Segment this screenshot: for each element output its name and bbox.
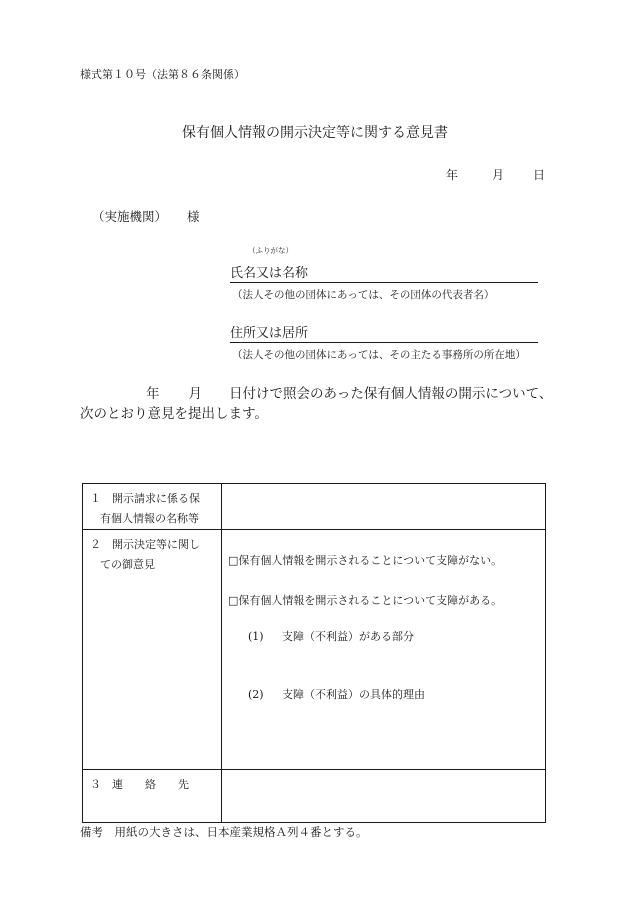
sub2-number: (2): [248, 688, 264, 701]
name-field-label: 氏名又は名称: [230, 266, 309, 281]
sub-item-specific-reason: [248, 686, 545, 702]
row2-label-line1: ２ 開示決定等に関し: [90, 538, 200, 551]
date-day-label: 日: [533, 168, 546, 182]
row2-label-line2: ての御意見: [100, 558, 155, 571]
checkbox-problem[interactable]: □保有個人情報を開示されることについて支障がある。: [228, 594, 503, 607]
body-line2: 次のとおり意見を提出します。: [80, 406, 268, 422]
document-title: 保有個人情報の開示決定等に関する意見書: [182, 125, 448, 141]
address-field-note: （法人その他の団体にあっては、その主たる事務所の所在地）: [232, 349, 526, 361]
name-field-note: （法人その他の団体にあっては、その団体の代表者名）: [232, 289, 495, 301]
body-text: [80, 384, 552, 424]
row1-label-line1: １ 開示請求に係る保: [90, 492, 200, 505]
opinion-table: [82, 483, 546, 823]
addressee: [92, 207, 200, 225]
sub1-text: 支障（不利益）がある部分: [282, 630, 414, 643]
row1-label: [83, 484, 222, 530]
table-row-opinion: [83, 530, 546, 770]
name-field[interactable]: [230, 262, 538, 283]
request-info-field[interactable]: [222, 484, 546, 530]
date-month-label: 月: [492, 168, 505, 182]
addressee-honorific: 様: [187, 209, 200, 224]
address-field-label: 住所又は居所: [230, 326, 309, 341]
row2-label: [83, 530, 222, 770]
sub-item-affected-part: [248, 628, 545, 644]
date-year-label: 年: [446, 168, 459, 182]
address-field[interactable]: [230, 322, 538, 343]
opinion-field[interactable]: [222, 530, 546, 770]
body-year: 年: [146, 386, 160, 402]
remark: 備考 用紙の大きさは、日本産業規格Ａ列４番とする。: [80, 825, 368, 839]
body-month: 月: [188, 386, 202, 402]
table-row-request-info: [83, 484, 546, 530]
row3-label: ３ 連 絡 先: [83, 770, 222, 823]
table-row-contact: [83, 770, 546, 823]
contact-field[interactable]: [222, 770, 546, 823]
body-line1-rest: 日付けで照会のあった保有個人情報の開示について、: [229, 386, 553, 402]
form-number: 様式第１０号（法第８６条関係）: [80, 68, 245, 81]
furigana-label: （ふりがな）: [248, 246, 293, 255]
date-row: [446, 166, 545, 183]
sub2-text: 支障（不利益）の具体的理由: [282, 688, 425, 701]
sub1-number: (1): [248, 630, 264, 643]
checkbox-no-problem[interactable]: □保有個人情報を開示されることについて支障がない。: [228, 554, 503, 567]
addressee-agency: （実施機関）: [92, 209, 168, 224]
row1-label-line2: 有個人情報の名称等: [100, 512, 199, 525]
